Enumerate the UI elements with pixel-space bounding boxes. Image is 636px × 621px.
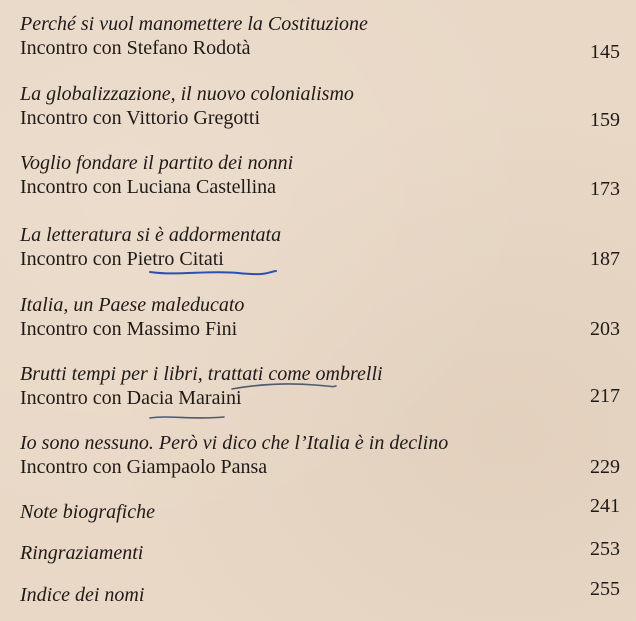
entry-title: Perché si vuol manomettere la Costituzione <box>20 13 368 35</box>
entry-page-number: 241 <box>590 495 620 517</box>
entry-page-number: 173 <box>590 178 620 200</box>
entry-author: Incontro con Massimo Fini <box>20 318 238 340</box>
entry-title: La globalizzazione, il nuovo colonialismo <box>20 83 354 105</box>
entry-page-number: 187 <box>590 248 620 270</box>
entry-title: Io sono nessuno. Però vi dico che l’Italia è in declino <box>20 432 449 454</box>
entry-author: Incontro con Dacia Maraini <box>20 387 242 409</box>
entry-author: Incontro con Luciana Castellina <box>20 176 277 198</box>
entry-title: La letteratura si è addormentata <box>20 224 282 246</box>
toc-entry <box>20 538 620 565</box>
toc-entry <box>20 578 620 607</box>
entry-page-number: 159 <box>590 109 620 131</box>
toc-entry <box>20 431 620 479</box>
entry-title: Note biografiche <box>20 501 155 523</box>
entry-page-number: 229 <box>590 456 620 478</box>
entry-author: Incontro con Vittorio Gregotti <box>20 107 261 129</box>
toc-entry <box>20 223 620 271</box>
entry-title: Brutti tempi per i libri, trattati come ombrelli <box>20 363 383 385</box>
entry-page-number: 203 <box>590 318 620 340</box>
toc-entry <box>20 151 620 199</box>
entry-title: Ringraziamenti <box>20 542 144 564</box>
entry-author: Incontro con Stefano Rodotà <box>20 37 251 59</box>
entry-author: Incontro con Giampaolo Pansa <box>20 456 268 478</box>
entry-page-number: 217 <box>590 385 620 407</box>
entry-page-number: 253 <box>590 538 620 560</box>
toc-entry <box>20 362 620 410</box>
toc-entry <box>20 293 620 341</box>
toc-entry <box>20 82 620 130</box>
entry-title: Italia, un Paese maleducato <box>20 294 245 316</box>
toc-entry <box>20 12 620 63</box>
entry-title: Voglio fondare il partito dei nonni <box>20 152 294 174</box>
pen-underline-maraini <box>148 412 228 424</box>
toc-entry <box>20 495 620 524</box>
entry-page-number: 145 <box>590 41 620 63</box>
entry-title: Indice dei nomi <box>20 584 145 606</box>
entry-author: Incontro con Pietro Citati <box>20 248 224 270</box>
entry-page-number: 255 <box>590 578 620 600</box>
